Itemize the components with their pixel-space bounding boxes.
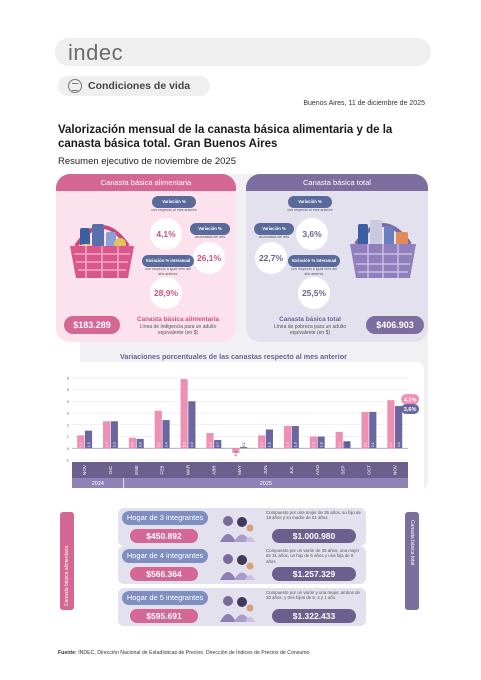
page-title: Valorización mensual de la canasta básica alimentaria y de la canasta básica total. Gran Buenos Aires bbox=[58, 124, 393, 150]
bar-data-label: 0,1 bbox=[241, 442, 246, 448]
section-label: Condiciones de vida bbox=[88, 80, 191, 92]
cbt-var-acum-tag: Variación % bbox=[254, 223, 294, 235]
bar-data-label: 0,9 bbox=[130, 442, 135, 448]
highlight-cba-label: 4,1% bbox=[403, 397, 417, 404]
cba-var-acum-tag: Variación % bbox=[190, 223, 230, 235]
x-tick-label: AGO bbox=[314, 464, 320, 476]
hogar-title: Hogar de 4 integrantes bbox=[122, 549, 208, 563]
hogar-cbt-value: $1.000.980 bbox=[272, 529, 356, 543]
bar-data-label: 0,6 bbox=[345, 442, 350, 448]
family-icon bbox=[216, 550, 256, 580]
building-icon bbox=[68, 79, 82, 93]
x-tick-label: MAY bbox=[237, 465, 243, 475]
family-icon bbox=[216, 512, 256, 542]
source-label: Fuente: bbox=[58, 650, 77, 656]
grocery-basket-icon bbox=[342, 212, 424, 284]
hogar-title: Hogar de 5 integrantes bbox=[122, 591, 208, 605]
x-tick-label: NOV bbox=[82, 465, 88, 475]
year-label: 2024 bbox=[91, 481, 104, 487]
side-cbt-label: Canasta básica total bbox=[409, 520, 415, 566]
bar-data-label: 1,9 bbox=[293, 442, 298, 448]
bar-data-label: 1,3 bbox=[208, 442, 213, 448]
x-tick-label: SEP bbox=[340, 465, 346, 475]
x-tick-label: JUN bbox=[263, 465, 269, 475]
variation-bar-chart bbox=[62, 362, 424, 502]
source-note bbox=[58, 650, 311, 656]
hogar-cbt-value: $1.257.329 bbox=[272, 567, 356, 581]
cbt-var-inter-value: 25,5% bbox=[298, 277, 330, 309]
hogar-description: Compuesto por una mujer de 35 años, su hijo de 18 años y su madre de 61 años bbox=[266, 510, 361, 521]
year-band bbox=[72, 478, 408, 488]
hogar-cba-value: $450.892 bbox=[130, 529, 198, 543]
cba-var-mes-value: 4,1% bbox=[150, 218, 182, 250]
bar-data-label: 1,4 bbox=[337, 442, 342, 448]
hogar-cba-value: $595.691 bbox=[130, 609, 198, 623]
cba-desc: Línea de indigencia para un adulto equivalente (en $) bbox=[139, 324, 217, 336]
hogar-description: Compuesto por un varón y una mujer, ambos de 30 años, y tres hijos de 5, 3 y 1 año bbox=[266, 590, 360, 601]
cbt-var-inter-tag: Variación % interanual bbox=[288, 255, 340, 267]
side-cba-label: Canasta básica alimentaria bbox=[64, 545, 70, 606]
x-tick-label: ENE bbox=[133, 465, 139, 475]
cbt-desc: Línea de pobreza para un adulto equivalente (en $) bbox=[273, 324, 347, 336]
bar-data-label: 0,7 bbox=[216, 442, 221, 448]
bar-data-label: 2,3 bbox=[112, 442, 117, 448]
y-tick-label: -1 bbox=[65, 457, 69, 463]
cba-var-mes-sub: con respecto al mes anterior bbox=[151, 208, 197, 212]
chart-bar bbox=[395, 406, 402, 448]
bar-data-label: 3,1 bbox=[371, 442, 376, 448]
bar-data-label: 0,8 bbox=[138, 442, 143, 448]
cba-var-inter-sub: con respecto a igual mes del año anterior bbox=[145, 267, 191, 276]
cbt-var-mes-sub: con respecto al mes anterior bbox=[287, 208, 333, 212]
bar-data-label: 5,9 bbox=[182, 442, 187, 448]
x-tick-label: NOV bbox=[392, 465, 398, 475]
hogar-title: Hogar de 3 integrantes bbox=[122, 511, 208, 525]
x-tick-label: OCT bbox=[366, 465, 372, 475]
family-icon bbox=[216, 592, 256, 622]
x-tick-label: DIC bbox=[107, 466, 113, 474]
cbt-var-acum-sub: acumulada del año bbox=[258, 235, 290, 239]
y-tick-label: 2 bbox=[66, 422, 69, 428]
cbt-name: Canasta básica total bbox=[279, 316, 341, 323]
highlight-cbt-label: 3,6% bbox=[403, 407, 417, 414]
x-tick-label: JUL bbox=[288, 465, 294, 475]
cbt-var-inter-sub: con respecto a igual mes del año anterior bbox=[291, 267, 337, 276]
source-text: INDEC, Dirección Nacional de Estadísticas de Precios. Dirección de Índices de Precios de Consumo. bbox=[78, 650, 311, 656]
hogar-description: Compuesto por un varón de 35 años, una mujer de 31 años, un hijo de 6 años y una hija de 8 años bbox=[266, 548, 360, 564]
bar-data-label: 1,6 bbox=[267, 442, 272, 448]
cba-var-inter-tag: Variación % interanual bbox=[142, 255, 194, 267]
cbt-var-mes-value: 3,6% bbox=[296, 218, 328, 250]
food-basket-icon bbox=[62, 214, 142, 284]
chart-bar bbox=[387, 400, 394, 448]
chart-bar bbox=[181, 379, 188, 448]
bar-data-label: 4,1 bbox=[389, 442, 394, 448]
indec-logo: indec bbox=[68, 40, 124, 65]
bar-data-label: 3,6 bbox=[396, 442, 401, 448]
cba-var-acum-value: 26,1% bbox=[193, 242, 225, 274]
cba-value: $183.289 bbox=[64, 316, 120, 334]
hogar-cba-value: $566.364 bbox=[130, 567, 198, 581]
cba-var-inter-value: 28,9% bbox=[150, 277, 182, 309]
bar-data-label: 1,5 bbox=[86, 442, 91, 448]
bar-data-label: 1,9 bbox=[285, 442, 290, 448]
bar-data-label: 1,1 bbox=[259, 442, 264, 448]
bar-data-label: -0,4 bbox=[234, 451, 239, 458]
cbt-var-mes-tag: Variación % bbox=[288, 196, 332, 208]
chart-title: Variaciones porcentuales de las canastas respecto al mes anterior bbox=[120, 352, 347, 361]
page-subtitle: Resumen ejecutivo de noviembre de 2025 bbox=[58, 156, 236, 167]
bar-data-label: 3,1 bbox=[363, 442, 368, 448]
x-tick-label: ABR bbox=[211, 465, 217, 475]
chart-bar bbox=[188, 401, 195, 448]
cba-var-acum-sub: acumulada del año bbox=[194, 235, 226, 239]
x-tick-label: FEB bbox=[159, 465, 165, 475]
y-tick-label: 6 bbox=[66, 375, 69, 381]
y-tick-label: 4 bbox=[66, 398, 69, 404]
bar-data-label: 1,1 bbox=[79, 442, 84, 448]
cbt-var-acum-value: 22,7% bbox=[255, 242, 287, 274]
y-tick-label: 1 bbox=[66, 434, 69, 440]
y-tick-label: 0 bbox=[66, 445, 69, 451]
bar-data-label: 4,0 bbox=[190, 442, 195, 448]
cba-name: Canasta básica alimentaria bbox=[136, 316, 220, 323]
hogar-cbt-value: $1.322.433 bbox=[272, 609, 356, 623]
bar-data-label: 1,0 bbox=[311, 442, 316, 448]
y-tick-label: 3 bbox=[66, 410, 69, 416]
year-label: 2025 bbox=[259, 481, 272, 487]
cbt-value: $406.903 bbox=[366, 316, 424, 334]
bar-data-label: 3,2 bbox=[156, 442, 161, 448]
cba-var-mes-tag: Variación % bbox=[152, 196, 196, 208]
bar-data-label: 2,4 bbox=[164, 442, 169, 448]
y-tick-label: 5 bbox=[66, 387, 69, 393]
publication-date: Buenos Aires, 11 de diciembre de 2025 bbox=[303, 100, 425, 107]
cbt-header: Canasta básica total bbox=[246, 174, 428, 191]
bar-data-label: 1,0 bbox=[319, 442, 324, 448]
cba-header: Canasta básica alimentaria bbox=[56, 174, 236, 191]
x-tick-label: MAR bbox=[185, 464, 191, 476]
bar-data-label: 2,3 bbox=[104, 442, 109, 448]
